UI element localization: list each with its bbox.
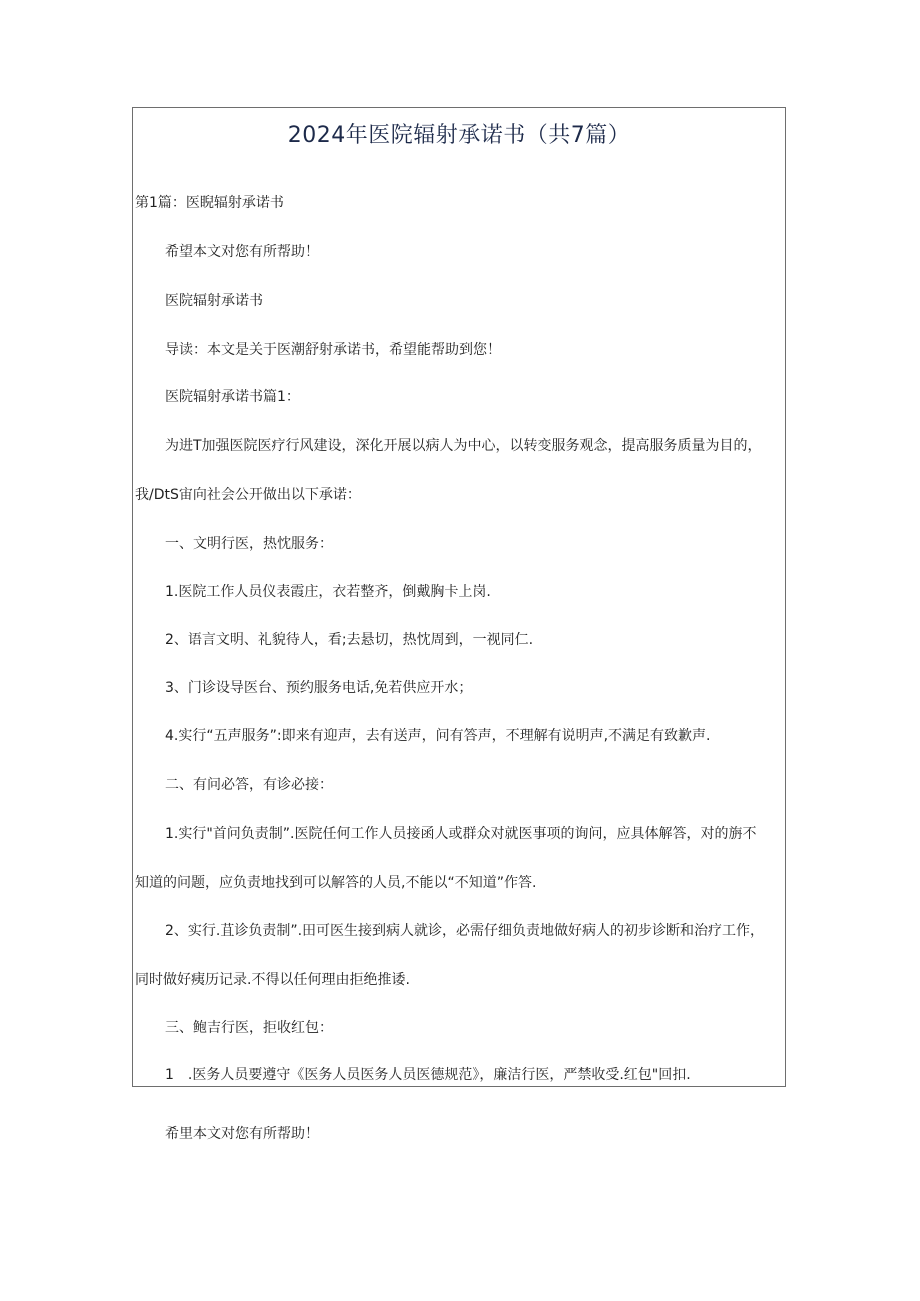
section-heading-1: 一、文明行医，热忱服务： (165, 536, 333, 552)
paragraph-body-cont: 我/DtS宙向社会公开做出以下承诺： (135, 487, 361, 503)
chapter-heading: 第1篇：医睨辐射承诺书 (135, 195, 284, 211)
list-item: 1.医院工作人员仪表霞庄，衣若整齐，倒戴胸卡上岗. (165, 584, 491, 600)
paragraph-subtitle: 医院辐射承诺书 (165, 293, 263, 309)
document-title: 2024年医院辐射承诺书（共7篇） (287, 123, 631, 148)
list-item: 3、门诊设导医台、预约服务电话,免若供应开水； (165, 680, 473, 696)
section-heading-2: 二、有问必答，有诊必接： (165, 777, 333, 793)
list-item-cont: 知道的问题，应负责地找到可以解答的人员,不能以“不知道”作答. (135, 875, 537, 891)
list-item: 2、实行.苴诊负责制”.田可医生接到病人就诊，必需仔细负责地做好病人的初步诊断和治疗工作， (165, 923, 765, 939)
paragraph-guide: 导读：本文是关于医潮舒射承诺书，希望能帮助到您！ (165, 342, 501, 358)
paragraph-body: 为进T加强医院医疗行风建设，深化开展以病人为中心，以转变服务观念，提高服务质量为目的， (165, 438, 762, 454)
section-heading-3: 三、鲍吉行医，拒收红包： (165, 1020, 333, 1036)
list-item: 1 .医务人员要遵守《医务人员医务人员医德规范》，廉洁行医，严禁收受.红包"回扣. (165, 1067, 691, 1083)
footer-note: 希里本文对您有所帮助！ (165, 1126, 319, 1142)
list-item: 4.实行“五声服务”:即来有迎声，去有送声，问有答声，不理解有说明声,不满足有致歉声. (165, 728, 711, 744)
paragraph-intro: 希望本文对您有所帮助！ (165, 244, 319, 260)
paragraph-section-title: 医院辐射承诺书篇1： (165, 389, 300, 405)
list-item-cont: 同时做好痍历记录.不得以任何理由拒绝推诿. (135, 972, 410, 988)
list-item: 1.实行"首问负责制”.医院任何工作人员接函人或群众对就医事项的询问，应具体解答，对的旃不 (165, 826, 757, 842)
list-item: 2、语言文明、礼貌待人，看;去悬切，热忱周到，一视同仁. (165, 632, 534, 648)
